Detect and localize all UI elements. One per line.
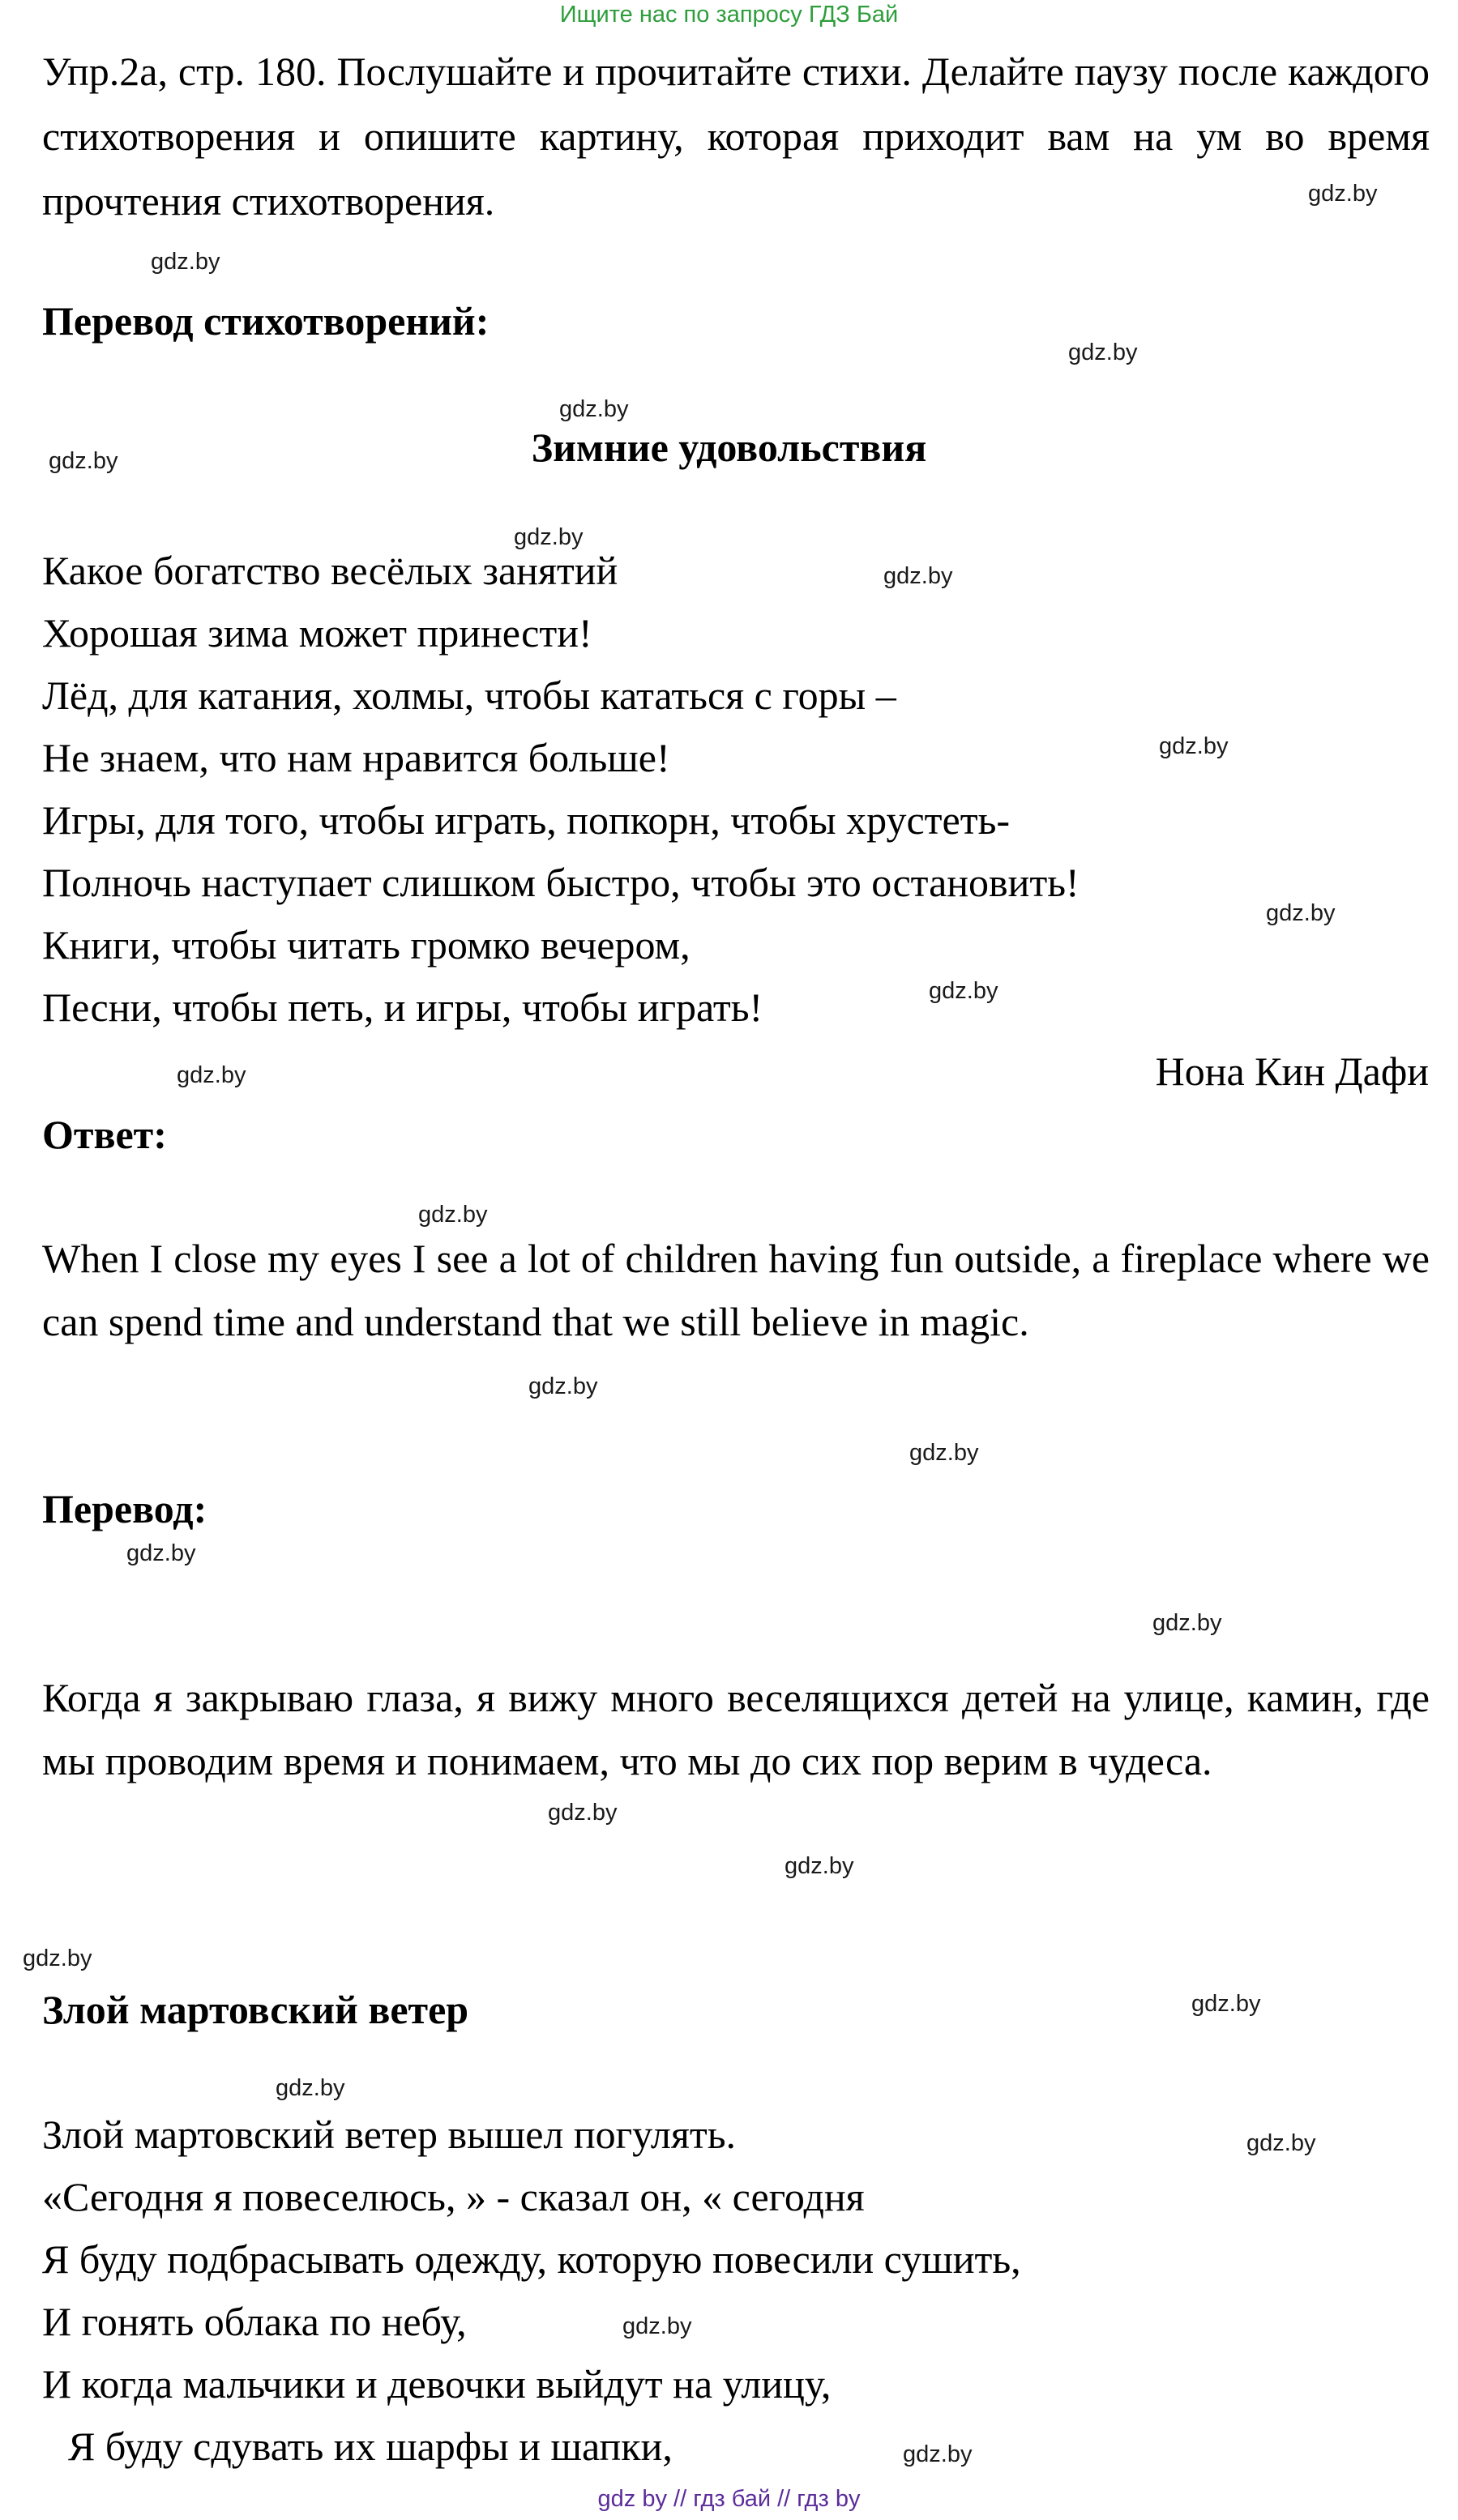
poem-line: Полночь наступает слишком быстро, чтобы это остановить!: [42, 860, 1080, 905]
watermark: gdz.by: [1308, 181, 1378, 207]
watermark: gdz.by: [1159, 733, 1229, 759]
top-banner[interactable]: Ищите нас по запросу ГДЗ Бай: [559, 2, 899, 28]
watermark: gdz.by: [909, 1440, 979, 1466]
watermark: gdz.by: [559, 396, 629, 422]
poem-line: Игры, для того, чтобы играть, попкорн, чтобы хрустеть-: [42, 797, 1011, 843]
watermark: gdz.by: [49, 448, 118, 474]
watermark: gdz.by: [903, 2441, 973, 2467]
task-statement: Упр.2a, стр. 180. Послушайте и прочитайте стихи. Делайте паузу после каждого стихотворения и опишите картину, которая приходит вам на ум во время прочтения стихотворения.: [42, 49, 1430, 224]
watermark: gdz.by: [528, 1373, 598, 1399]
poem-line: Хорошая зима может принести!: [42, 610, 592, 656]
watermark: gdz.by: [418, 1202, 488, 1228]
poem-line: Я буду подбрасывать одежду, которую повесили сушить,: [42, 2236, 1021, 2282]
watermark: gdz.by: [1266, 900, 1336, 926]
heading-poem-translation: Перевод стихотворений:: [42, 298, 490, 344]
watermark: gdz.by: [1068, 340, 1138, 365]
watermark: gdz.by: [622, 2313, 692, 2339]
poem-line: И гонять облака по небу,: [42, 2299, 467, 2344]
translation-text: Когда я закрываю глаза, я вижу много веселящихся детей на улице, камин, где мы проводим время и понимаем, что мы до сих пор верим в чудеса.: [42, 1675, 1430, 1783]
watermark: gdz.by: [1246, 2130, 1316, 2156]
watermark: gdz.by: [785, 1853, 854, 1879]
poem-line: И когда мальчики и девочки выйдут на улицу,: [42, 2361, 832, 2407]
poem-line: Какое богатство весёлых занятий: [42, 548, 618, 593]
poem-line: Песни, чтобы петь, и игры, чтобы играть!: [42, 985, 763, 1030]
poem-march-wind: [42, 2104, 1021, 2478]
poem-line: Я буду сдувать их шарфы и шапки,: [68, 2424, 673, 2469]
watermark: gdz.by: [929, 978, 998, 1004]
poem-line: Не знаем, что нам нравится больше!: [42, 735, 670, 780]
watermark: gdz.by: [1191, 1991, 1261, 2017]
watermark: gdz.by: [23, 1946, 92, 1971]
watermark: gdz.by: [276, 2075, 345, 2101]
poem-line: Книги, чтобы читать громко вечером,: [42, 922, 691, 967]
poem-winter-pleasures: [42, 540, 1080, 1039]
poem-author: Нона Кин Дафи: [1155, 1049, 1429, 1094]
watermark: gdz.by: [548, 1800, 618, 1826]
watermark: gdz.by: [126, 1540, 196, 1566]
poem-title-winter-pleasures: Зимние удовольствия: [531, 425, 927, 470]
poem-line: «Сегодня я повеселюсь, » - сказал он, « сегодня: [42, 2174, 865, 2219]
watermark: gdz.by: [177, 1062, 246, 1088]
heading-answer: Ответ:: [42, 1112, 167, 1157]
watermark: gdz.by: [151, 249, 220, 275]
bottom-banner[interactable]: gdz by // гдз бай // гдз by: [597, 2486, 861, 2512]
watermark: gdz.by: [1152, 1610, 1222, 1636]
watermark: gdz.by: [514, 524, 584, 550]
heading-translation: Перевод:: [42, 1486, 207, 1531]
watermark: gdz.by: [883, 563, 953, 589]
poem-line: Лёд, для катания, холмы, чтобы кататься с горы –: [42, 673, 896, 718]
poem-line: Злой мартовский ветер вышел погулять.: [42, 2112, 737, 2157]
answer-text: When I close my eyes I see a lot of children having fun outside, a fireplace where we can spend time and understand that we still believe in magic.: [42, 1236, 1430, 1344]
poem-title-march-wind: Злой мартовский ветер: [42, 1987, 469, 2032]
